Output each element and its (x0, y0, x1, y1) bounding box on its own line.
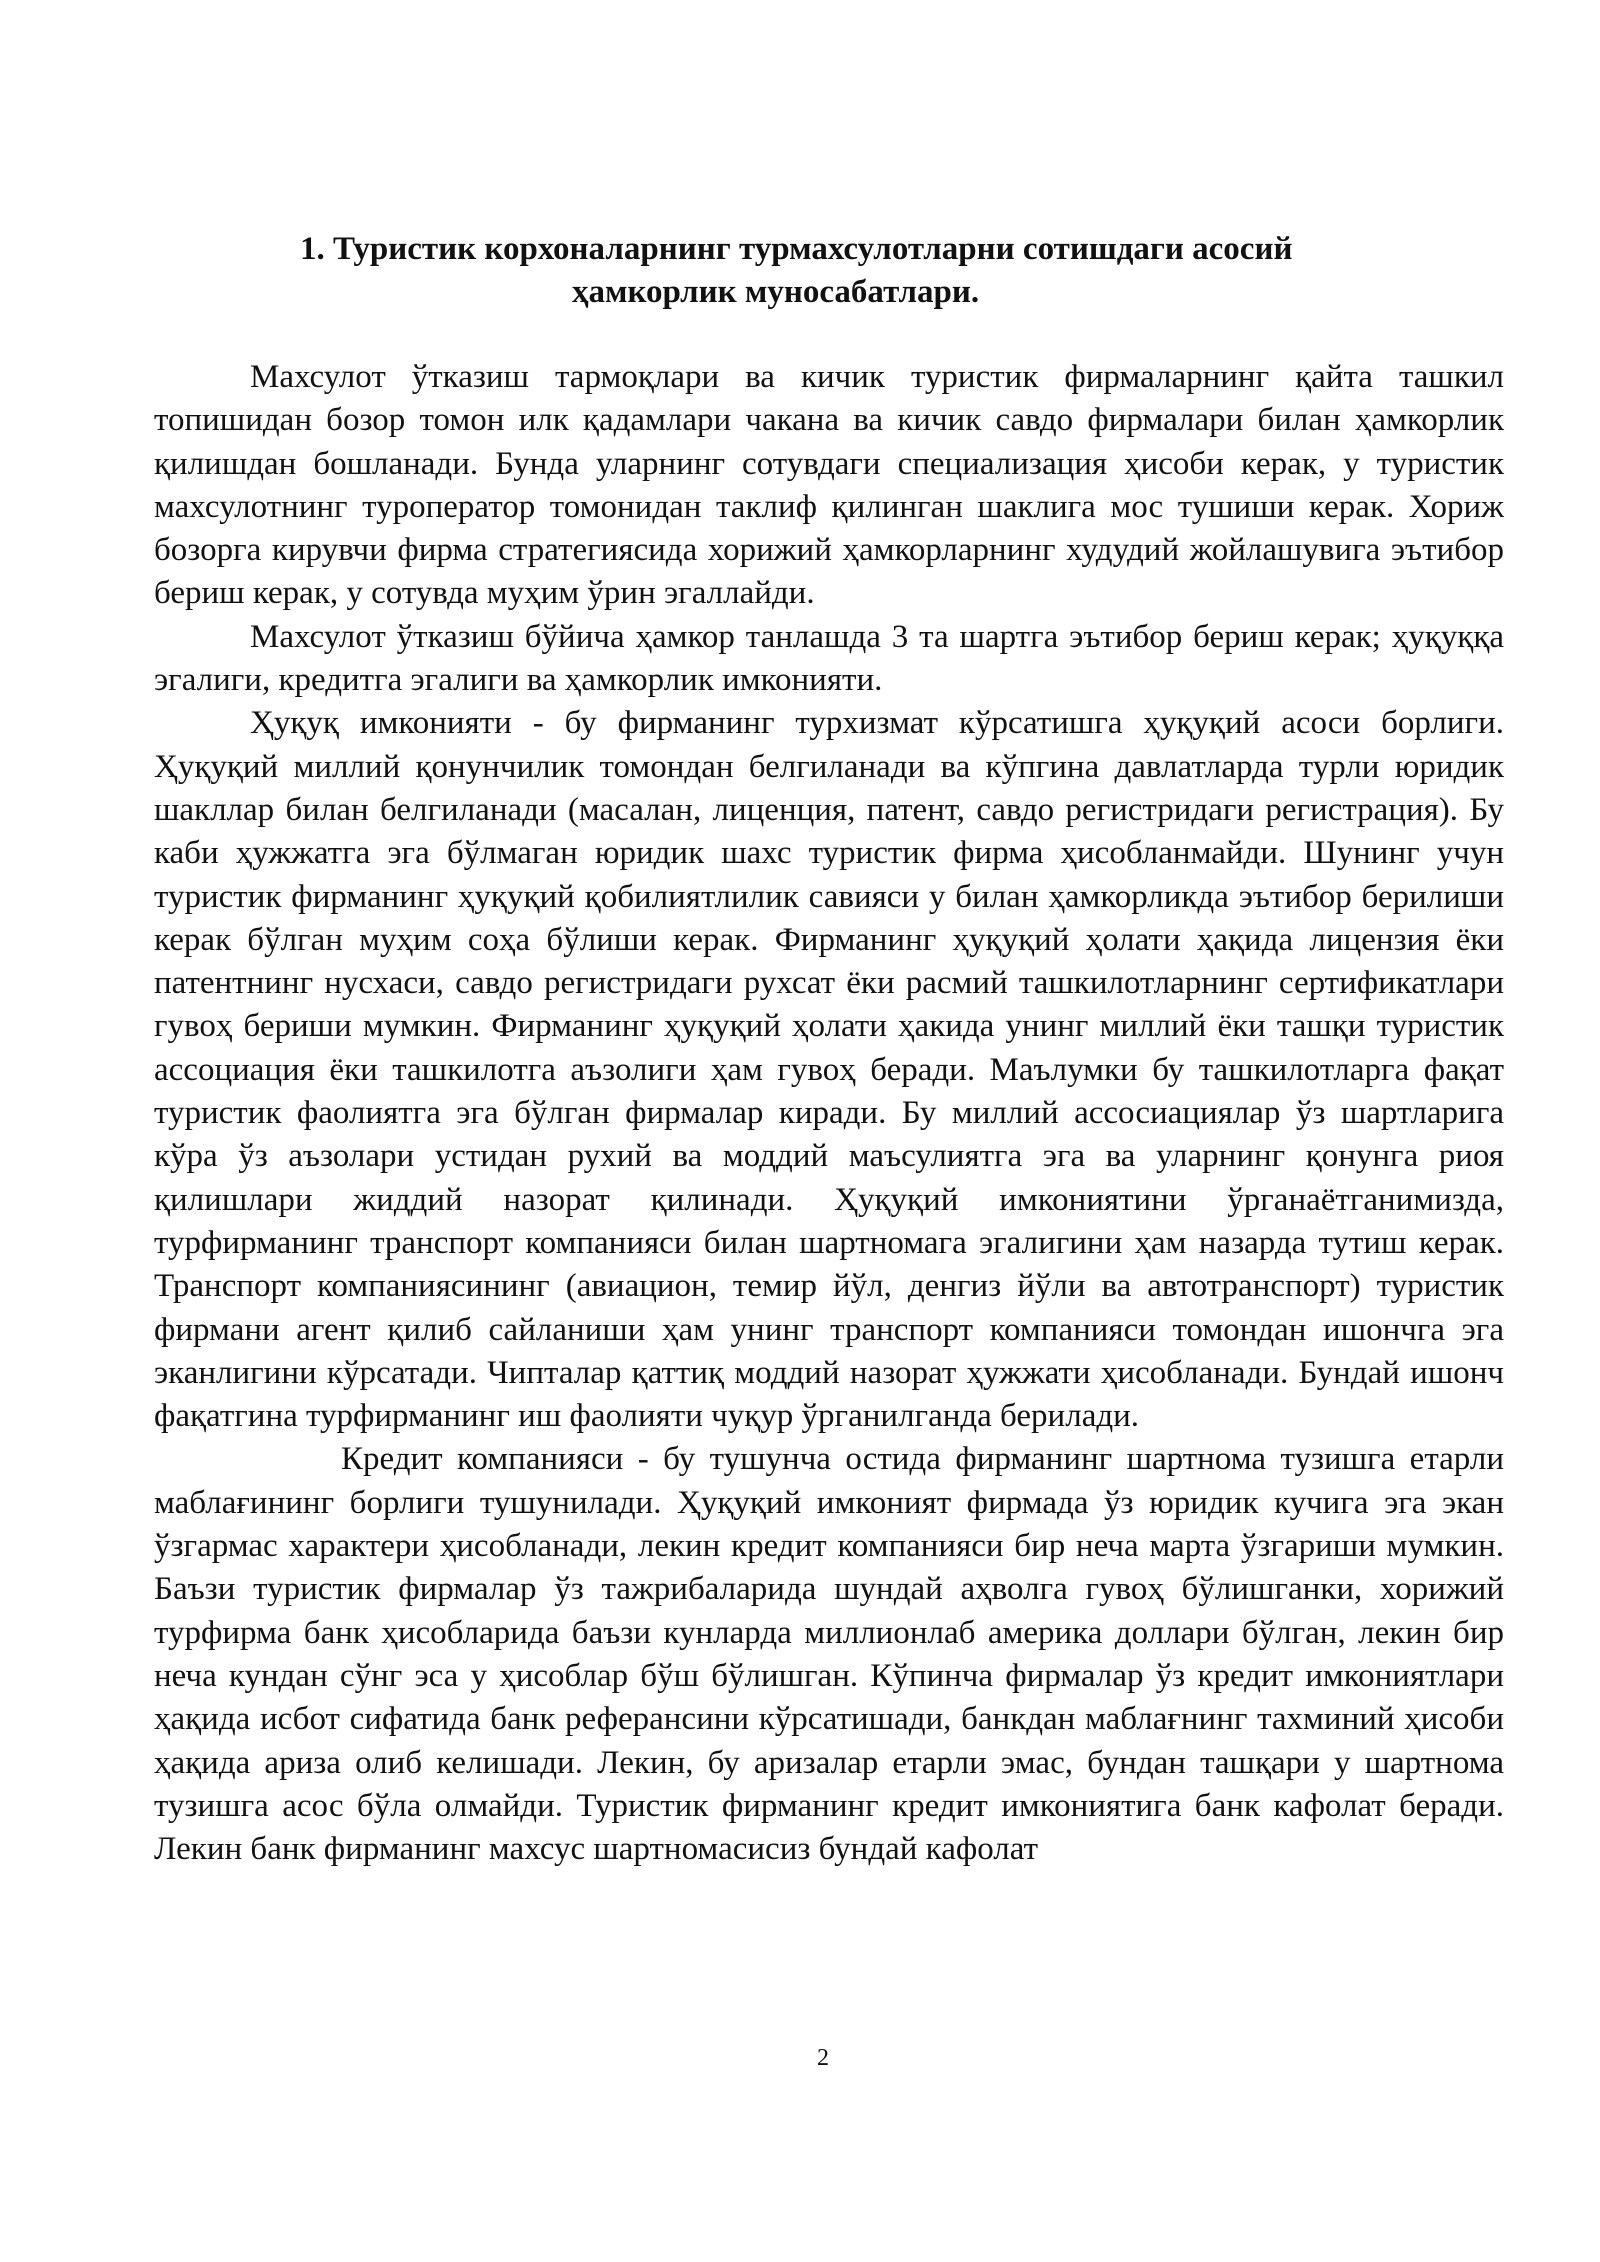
page-number: 2 (817, 2045, 829, 2071)
section-heading (300, 228, 1470, 314)
paragraph-credit-capacity: Кредит компанияси - бу тушунча остида фирманинг шартнома тузишга етарли маблағининг борлиги тушунилади. Ҳуқуқий имконият фирмада ўз юридик кучига эга экан ўзгармас характери ҳисобланади, лекин кредит компанияси бир неча марта ўзгариши мумкин. Баъзи туристик фирмалар ўз тажрибаларида шундай аҳволга гувоҳ бўлишганки, хорижий турфирма банк ҳисобларида баъзи кунларда миллионлаб америка доллари бўлган, лекин бир неча кундан сўнг эса у ҳисоблар бўш бўлишган. Кўпинча фирмалар ўз кредит имкониятлари ҳақида исбот сифатида банк реферансини кўрсатишади, банкдан маблағнинг тахминий ҳисоби ҳақида ариза олиб келишади. Лекин, бу аризалар етарли эмас, бундан ташқари у шартнома тузишга асос бўла олмайди. Туристик фирманинг кредит имкониятига банк кафолат беради. Лекин банк фирманинг махсус шартномасисиз бундай кафолат (154, 1441, 1504, 1868)
paragraph-legal-capacity: Ҳуқуқ имконияти - бу фирманинг турхизмат кўрсатишга ҳуқуқий асоси борлиги. Ҳуқуқий миллий қонунчилик томондан белгиланади ва кўпгина давлатларда турли юридик шакллар билан белгиланади (масалан, лиценция, патент, савдо регистридаги регистрация). Бу каби ҳужжатга эга бўлмаган юридик шахс туристик фирма ҳисобланмайди. Шунинг учун туристик фирманинг ҳуқуқий қобилиятлилик савияси у билан ҳамкорликда эътибор берилиши керак бўлган муҳим соҳа бўлиши керак. Фирманинг ҳуқуқий ҳолати ҳақида лицензия ёки патентнинг нусхаси, савдо регистридаги рухсат ёки расмий ташкилотларнинг сертификатлари гувоҳ бериши мумкин. Фирманинг ҳуқуқий ҳолати ҳакида унинг миллий ёки ташқи туристик ассоциация ёки ташкилотга аъзолиги ҳам гувоҳ беради. Маълумки бу ташкилотларга фақат туристик фаолиятга эга бўлган фирмалар киради. Бу миллий ассосиациялар ўз шартларига кўра ўз аъзолари устидан рухий ва моддий маъсулиятга эга ва уларнинг қонунга риоя қилишлари жиддий назорат қилинади. Ҳуқуқий имкониятини ўрганаётганимизда, турфирманинг транспорт компанияси билан шартномага эгалигини ҳам назарда тутиш керак. Транспорт компаниясининг (авиацион, темир йўл, денгиз йўли ва автотранспорт) туристик фирмани агент қилиб сайланиши ҳам унинг транспорт компанияси томондан ишончга эга эканлигини кўрсатади. Чипталар қаттиқ моддий назорат ҳужжати ҳисобланади. Бундай ишонч фақатгина турфирманинг иш фаолияти чуқур ўрганилганда берилади. (154, 705, 1504, 1435)
body-text (154, 356, 1504, 1871)
paragraph-distribution-networks: Махсулот ўтказиш тармоқлари ва кичик туристик фирмаларнинг қайта ташкил топишидан бозор томон илк қадамлари чакана ва кичик савдо фирмалари билан ҳамкорлик қилишдан бошланади. Бунда уларнинг сотувдаги специализация ҳисоби керак, у туристик махсулотнинг туроператор томонидан таклиф қилинган шаклига мос тушиши керак. Хориж бозорга кирувчи фирма стратегиясида хорижий ҳамкорларнинг худудий жойлашувига эътибор бериш керак, у сотувда муҳим ўрин эгаллайди. (154, 359, 1504, 612)
paragraph-partner-selection: Махсулот ўтказиш бўйича ҳамкор танлашда 3 та шартга эътибор бериш керак; ҳуқуққа эгалиги, кредитга эгалиги ва ҳамкорлик имконияти. (154, 618, 1504, 699)
heading-line-1: 1. Туристик корхоналарнинг турмахсулотларни сотишдаги асосий (300, 231, 1293, 267)
heading-line-2: ҳамкорлик муносабатлари. (572, 274, 980, 310)
